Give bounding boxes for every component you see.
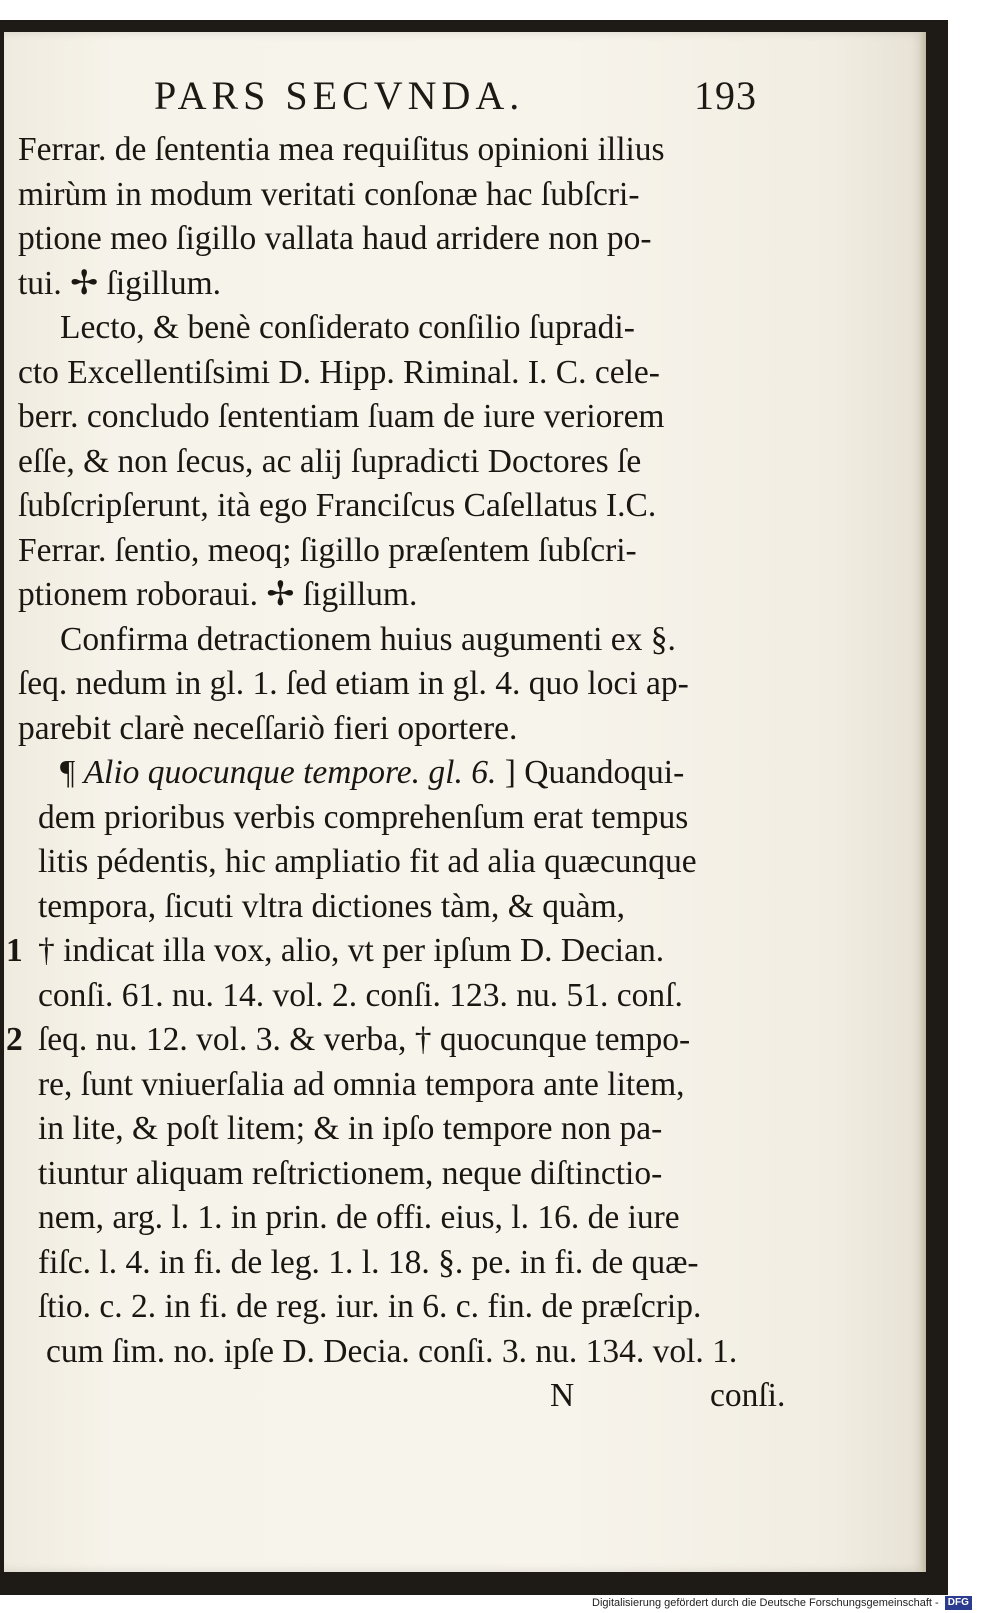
credit-text: Digitalisierung gefördert durch die Deutsche Forschungsgemeinschaft -	[592, 1597, 939, 1609]
page-edge	[920, 32, 926, 1572]
page-footer	[18, 1374, 808, 1419]
catchword: conſi.	[710, 1377, 786, 1414]
text-line: litis pédentis, hic ampliatio fit ad alia quæcunque	[38, 843, 697, 880]
text-line: tui. ✢ ſigillum.	[18, 264, 222, 302]
page-text	[6, 128, 808, 1419]
text-line-marked	[6, 1018, 808, 1063]
running-head: PARS SECVNDA.	[154, 73, 525, 118]
text-line-marked	[6, 929, 808, 974]
text-line: Lecto, & benè conſiderato conſilio ſupradi-	[60, 309, 635, 346]
text-line: Ferrar. de ſententia mea requiſitus opinioni illius	[18, 131, 665, 168]
text-line: ſubſcripſerunt, ità ego Franciſcus Caſellatus I.C.	[18, 487, 657, 524]
text-line: ptione meo ſigillo vallata haud arridere non po-	[18, 220, 652, 257]
text-line: cum ſim. no. ipſe D. Decia. conſi. 3. nu. 134. vol. 1.	[46, 1332, 738, 1370]
text-line: berr. concludo ſententiam ſuam de iure veriorem	[18, 398, 665, 435]
signature-mark: N	[550, 1377, 575, 1414]
text-line: tiuntur aliquam reſtrictionem, neque diſtinctio-	[38, 1154, 663, 1192]
text-line: ptionem roboraui. ✢ ſigillum.	[18, 576, 418, 613]
text-line: in lite, & poſt litem; & in ipſo tempore non pa-	[38, 1110, 663, 1147]
book-page	[4, 32, 926, 1572]
text-line: eſſe, & non ſecus, ac alij ſupradicti Doctores ſe	[18, 442, 642, 480]
text-line: fiſc. l. 4. in fi. de leg. 1. l. 18. §. pe. in fi. de quæ-	[38, 1243, 699, 1281]
margin-mark-2: 2	[6, 1021, 23, 1058]
text-line: Ferrar. ſentio, meoq; ſigillo præſentem ſubſcri-	[18, 531, 637, 569]
lemma-rest: ] Quandoqui-	[504, 754, 685, 791]
text-line: tempora, ſicuti vltra dictiones tàm, & quàm,	[38, 887, 626, 925]
text-line: ſeq. nedum in gl. 1. ſed etiam in gl. 4. quo loci ap-	[18, 665, 689, 702]
digitization-credit	[592, 1593, 1000, 1613]
lemma-italic: Alio quocunque tempore. gl. 6.	[83, 754, 497, 791]
text-line: nem, arg. l. 1. in prin. de offi. eius, l. 16. de iure	[38, 1199, 680, 1236]
lemma-line	[18, 751, 808, 796]
page-header	[154, 72, 804, 122]
text-line-content: † indicat illa vox, alio, vt per ipſum D. Decian.	[38, 932, 665, 969]
text-line-content: ſeq. nu. 12. vol. 3. & verba, † quocunque tempo-	[38, 1021, 691, 1058]
text-line: parebit clarè neceſſariò fieri oportere.	[18, 709, 518, 747]
text-line: re, ſunt vniuerſalia ad omnia tempora ante litem,	[38, 1065, 685, 1103]
page-number: 193	[694, 73, 757, 118]
text-line: ſtio. c. 2. in fi. de reg. iur. in 6. c. fin. de præſcrip.	[38, 1288, 702, 1325]
text-line: cto Excellentiſsimi D. Hipp. Riminal. I. C. cele-	[18, 353, 660, 391]
margin-mark-1: 1	[6, 932, 23, 969]
text-line: mirùm in modum veritati conſonæ hac ſubſcri-	[18, 175, 640, 213]
pilcrow-mark: ¶	[60, 754, 76, 791]
text-line: Confirma detractionem huius augumenti ex §.	[60, 620, 676, 658]
text-line: conſi. 61. nu. 14. vol. 2. conſi. 123. nu. 51. conſ.	[38, 976, 683, 1014]
text-line: dem prioribus verbis comprehenſum erat tempus	[38, 798, 689, 836]
dfg-logo: DFG	[945, 1596, 972, 1610]
